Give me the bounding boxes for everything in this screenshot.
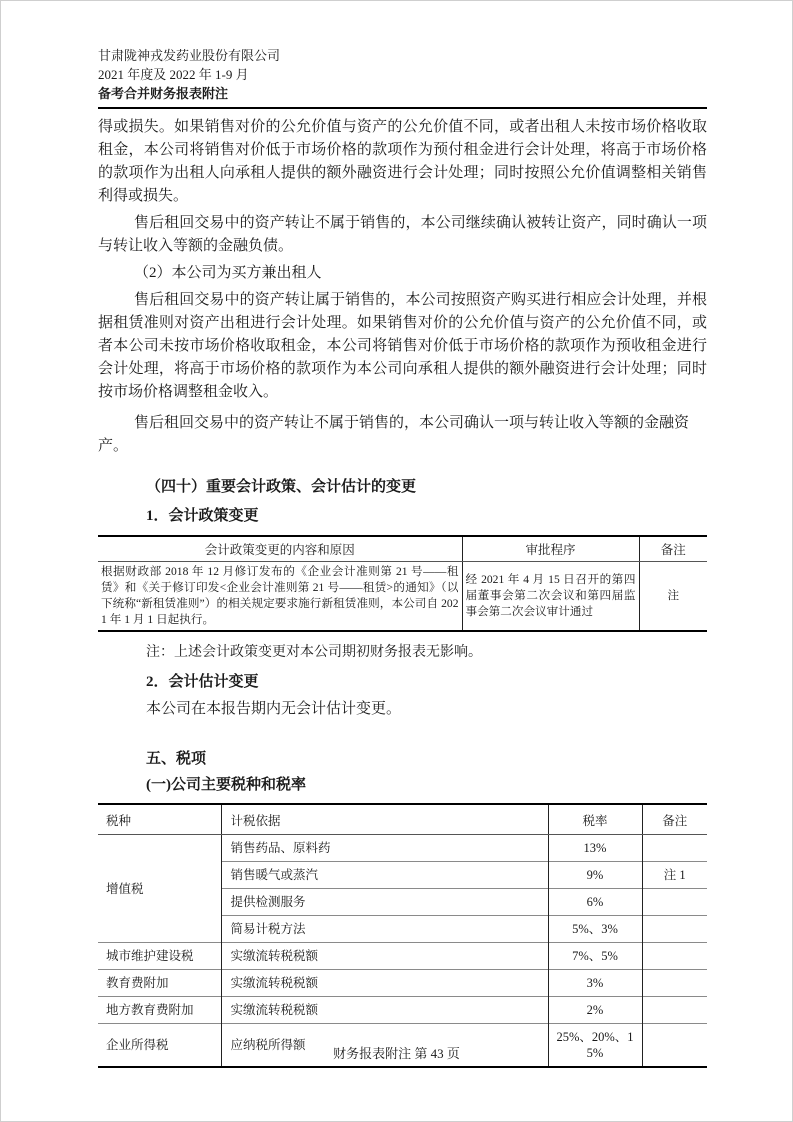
section-5-heading: 五、税项	[146, 751, 207, 767]
policy-cell-content: 根据财政部 2018 年 12 月修订发布的《企业会计准则第 21 号——租赁》和《关于修订印发<企业会计准则第 21 号——租赁>的通知》（以下统称“新租赁准则”）的相关规定要求施行新租赁准则，本公司自 2021 年 1 月 1 日起执行。	[101, 565, 459, 626]
tax-cell-remark: 注 1	[642, 862, 707, 889]
section-5-sub1-heading: (一)公司主要税种和税率	[146, 777, 306, 793]
tax-cell-basis: 实缴流转税税额	[221, 970, 548, 997]
paragraph-not-sale-liability: 售后租回交易中的资产转让不属于销售的，本公司继续确认被转让资产，同时确认一项与转让收入等额的金融负债。	[98, 215, 707, 254]
tax-cell-basis: 应纳税所得额	[221, 1024, 548, 1068]
tax-cell-name: 企业所得税	[98, 1024, 221, 1068]
tax-cell-remark	[642, 943, 707, 970]
tax-cell-remark	[642, 997, 707, 1024]
tax-row-local-education-surcharge	[98, 997, 707, 1024]
document-header	[98, 46, 707, 109]
tax-cell-vat-name: 增值税	[106, 881, 144, 896]
policy-header-approval: 审批程序	[462, 536, 639, 562]
policy-change-table	[98, 535, 707, 632]
tax-row-vat-1	[98, 835, 707, 862]
policy-header-remark: 备注	[639, 536, 707, 562]
tax-cell-rate: 3%	[548, 970, 642, 997]
tax-cell-remark	[642, 970, 707, 997]
tax-header-basis: 计税依据	[221, 804, 548, 835]
paragraph-not-sale-asset: 售后租回交易中的资产转让不属于销售的，本公司确认一项与转让收入等额的金融资产。	[98, 415, 690, 454]
tax-table-header-row	[98, 804, 707, 835]
policy-header-content: 会计政策变更的内容和原因	[98, 536, 462, 562]
tax-cell-basis: 销售药品、原料药	[221, 835, 548, 862]
tax-table	[98, 803, 707, 1068]
tax-cell-name: 城市维护建设税	[98, 943, 221, 970]
section-40-heading: （四十）重要会计政策、会计估计的变更	[146, 479, 417, 495]
section-40-sub1-heading: 1．会计政策变更	[146, 508, 259, 524]
tax-cell-rate: 5%、3%	[548, 916, 642, 943]
section-40-sub2-heading: 2．会计估计变更	[146, 674, 259, 690]
document-title: 备考合并财务报表附注	[98, 86, 229, 101]
paragraph-sale-accounting: 售后租回交易中的资产转让属于销售的，本公司按照资产购买进行相应会计处理，并根据租赁准则对资产出租进行会计处理。如果销售对价的公允价值与资产的公允价值不同，或者本公司未按市场价格收取租金，本公司将销售对价低于市场价格的款项作为预收租金进行会计处理，将高于市场价格的款项作为本公司向承租人提供的额外融资进行会计处理；同时按市场价格调整租金收入。	[98, 292, 707, 400]
tax-cell-basis: 简易计税方法	[221, 916, 548, 943]
company-name: 甘肃陇神戎发药业股份有限公司	[98, 48, 281, 63]
tax-cell-rate: 25%、20%、15%	[548, 1024, 642, 1068]
tax-cell-rate: 2%	[548, 997, 642, 1024]
paragraph-buyer-lessor-heading: （2）本公司为买方兼出租人	[134, 265, 322, 281]
estimate-change-text: 本公司在本报告期内无会计估计变更。	[146, 701, 402, 717]
tax-header-rate: 税率	[548, 804, 642, 835]
tax-cell-basis: 实缴流转税税额	[221, 997, 548, 1024]
paragraph-lease-gain-loss: 得或损失。如果销售对价的公允价值与资产的公允价值不同，或者出租人未按市场价格收取租金，本公司将销售对价低于市场价格的款项作为预付租金进行会计处理，将高于市场价格的款项作为出租人向承租人提供的额外融资进行会计处理；同时按照公允价值调整相关销售利得或损失。	[98, 119, 707, 204]
tax-cell-rate: 6%	[548, 889, 642, 916]
tax-cell-rate: 7%、5%	[548, 943, 642, 970]
tax-cell-basis: 提供检测服务	[221, 889, 548, 916]
policy-change-note: 注：上述会计政策变更对本公司期初财务报表无影响。	[146, 645, 482, 660]
policy-table-row	[98, 562, 707, 632]
tax-header-remark: 备注	[642, 804, 707, 835]
tax-cell-rate: 13%	[548, 835, 642, 862]
tax-cell-basis: 实缴流转税税额	[221, 943, 548, 970]
page-footer: 财务报表附注 第 43 页	[333, 1046, 460, 1061]
tax-header-type: 税种	[98, 804, 221, 835]
tax-cell-remark	[642, 916, 707, 943]
tax-cell-rate: 9%	[548, 862, 642, 889]
tax-cell-remark	[642, 889, 707, 916]
policy-cell-approval: 经 2021 年 4 月 15 日召开的第四届董事会第二次会议和第四届监事会第二次会议审计通过	[462, 562, 639, 632]
policy-cell-remark: 注	[639, 562, 707, 632]
page-content	[98, 46, 707, 1068]
tax-cell-basis: 销售暖气或蒸汽	[221, 862, 548, 889]
tax-row-education-surcharge	[98, 970, 707, 997]
tax-row-city-maintenance	[98, 943, 707, 970]
policy-table-header-row	[98, 536, 707, 562]
report-period: 2021 年度及 2022 年 1-9 月	[98, 67, 249, 82]
tax-cell-name: 教育费附加	[98, 970, 221, 997]
tax-cell-name: 地方教育费附加	[98, 997, 221, 1024]
tax-cell-remark	[642, 835, 707, 862]
